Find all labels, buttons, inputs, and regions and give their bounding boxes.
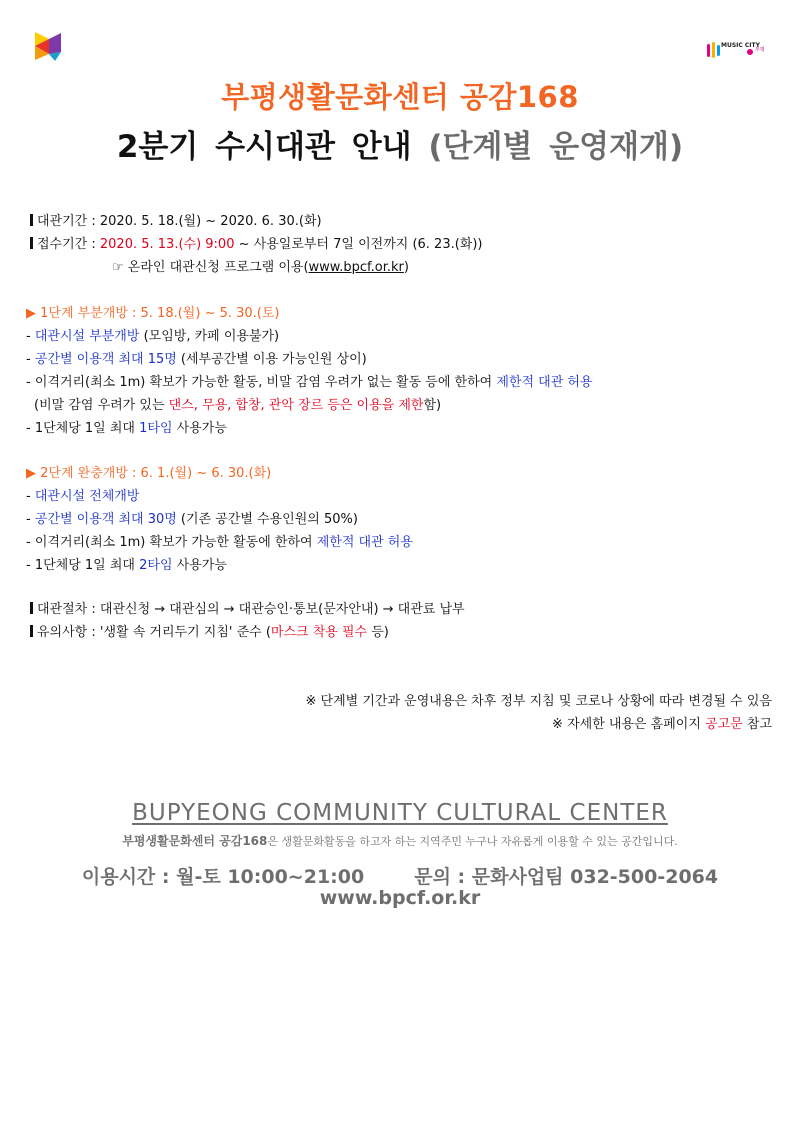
rental-period-line	[30, 210, 483, 233]
subtitle-paren: (단계별 운영재개)	[428, 129, 684, 165]
dash: -	[26, 489, 35, 504]
receipt-rest: ~ 사용일로부터 7일 이전까지 (6. 23.(화))	[234, 237, 483, 252]
stage2-l1-highlight: 대관시설 전체개방	[34, 489, 140, 504]
bullet-bar	[30, 214, 33, 226]
stage2-heading: ▶ 2단계 완충개방 : 6. 1.(월) ~ 6. 30.(화)	[26, 466, 272, 481]
receipt-label: 접수기간 :	[37, 237, 100, 252]
stage1-heading: ▶ 1단계 부분개방 : 5. 18.(월) ~ 5. 30.(토)	[26, 306, 280, 321]
stage1-line2	[26, 348, 593, 371]
rental-info	[30, 210, 483, 279]
stage2-l3-highlight: 제한적 대관 허용	[316, 535, 413, 550]
note-2-text: ※ 자세한 내용은 홈페이지	[552, 717, 706, 732]
note-2-highlight: 공고문	[705, 717, 743, 732]
dash: -	[26, 352, 35, 367]
stage2-l2-rest: (기존 공간별 수용인원의 50%)	[176, 512, 358, 527]
stage2-l3-text: - 이격거리(최소 1m) 확보가 가능한 활동에 한하여	[26, 535, 317, 550]
bullet-bar	[30, 625, 33, 637]
caution-line	[30, 621, 465, 644]
stage2-line3	[26, 531, 413, 554]
stage2-l4-end: 사용가능	[172, 558, 227, 573]
dash: -	[26, 329, 35, 344]
period-value: 2020. 5. 18.(월) ~ 2020. 6. 30.(화)	[99, 214, 322, 229]
bullet-bar	[30, 237, 33, 249]
footer-url[interactable]: www.bpcf.or.kr	[319, 887, 481, 909]
footer-korean-name: 부평생활문화센터 공감168	[122, 834, 268, 848]
stage2-line4	[26, 554, 413, 577]
stage1-l5-highlight: 1타임	[139, 421, 173, 436]
stage2-l4-text: - 1단체당 1일 최대	[26, 558, 140, 573]
online-line	[30, 256, 483, 279]
bullet-bar	[30, 602, 33, 614]
stage1-l5-end: 사용가능	[172, 421, 227, 436]
stage2-l4-highlight: 2타임	[139, 558, 173, 573]
stage1-section	[26, 302, 593, 440]
page-subtitle	[0, 121, 800, 166]
stage1-line1	[26, 325, 593, 348]
stage1-line5	[26, 417, 593, 440]
music-city-logo-sub: 부평	[755, 47, 765, 53]
receipt-period-line	[30, 233, 483, 256]
stage1-l2-highlight: 공간별 이용객 최대 15명	[34, 352, 177, 367]
notes-section	[306, 690, 772, 736]
note-2	[306, 713, 772, 736]
procedure-label: 대관절차 :	[37, 602, 100, 617]
procedure-value: 대관신청 → 대관심의 → 대관승인·통보(문자안내) → 대관료 납부	[99, 602, 465, 617]
footer-english-text: BUPYEONG COMMUNITY CULTURAL CENTER	[132, 800, 668, 826]
stage1-l4-text: (비말 감염 우려가 있는	[34, 398, 169, 413]
stage1-l4-end: 함)	[423, 398, 442, 413]
footer-description-text: 은 생활문화활동을 하고자 하는 지역주민 누구나 자유롭게 이용할 수 있는 공간입니다.	[267, 835, 678, 848]
footer-info	[0, 862, 800, 889]
stage1-line3	[26, 371, 593, 394]
caution-label: 유의사항 :	[37, 625, 100, 640]
bupyeong-logo-icon	[33, 30, 63, 62]
stage1-line4	[26, 394, 593, 417]
footer-english-name	[0, 800, 800, 826]
dash: -	[26, 512, 35, 527]
stage1-l3-highlight: 제한적 대관 허용	[496, 375, 593, 390]
music-city-logo-icon	[705, 40, 765, 60]
procedure-line	[30, 598, 465, 621]
caution-text: '생활 속 거리두기 지침' 준수 (	[99, 625, 271, 640]
page-title: 부평생활문화센터 공감168	[221, 80, 579, 114]
subtitle-main: 2분기 수시대관 안내	[116, 129, 412, 165]
procedure-section	[30, 598, 465, 644]
stage1-l3-text: - 이격거리(최소 1m) 확보가 가능한 활동, 비말 감염 우려가 없는 활동 등에 한하여	[26, 375, 497, 390]
online-prefix: ☞ 온라인 대관신청 프로그램 이용(	[112, 260, 309, 275]
stage2-line1	[26, 485, 413, 508]
stage1-l4-highlight: 댄스, 무용, 합창, 관악 장르 등은 이용을 제한	[168, 398, 424, 413]
stage2-line2	[26, 508, 413, 531]
period-label: 대관기간 :	[37, 214, 100, 229]
receipt-start: 2020. 5. 13.(수) 9:00	[99, 237, 235, 252]
stage2-section	[26, 462, 413, 577]
stage2-l2-highlight: 공간별 이용객 최대 30명	[34, 512, 177, 527]
website-link[interactable]: www.bpcf.or.kr	[308, 260, 404, 275]
caution-end: 등)	[367, 625, 389, 640]
footer-description	[0, 832, 800, 849]
music-city-logo-text: MUSIC CITY	[721, 42, 760, 49]
stage1-l1-highlight: 대관시설 부분개방	[34, 329, 140, 344]
online-suffix: )	[403, 260, 409, 275]
note-1: ※ 단계별 기간과 운영내용은 차후 정부 지침 및 코로나 상황에 따라 변경될 수 있음	[305, 694, 772, 709]
stage1-l5-text: - 1단체당 1일 최대	[26, 421, 140, 436]
note-2-end: 참고	[742, 717, 772, 732]
footer-hours: 이용시간 : 월-토 10:00~21:00	[81, 866, 365, 888]
stage1-l1-rest: (모임방, 카페 이용불가)	[139, 329, 280, 344]
stage1-l2-rest: (세부공간별 이용 가능인원 상이)	[176, 352, 367, 367]
footer-contact: 문의 : 문화사업팀 032-500-2064	[414, 866, 719, 888]
caution-highlight: 마스크 착용 필수	[270, 625, 368, 640]
